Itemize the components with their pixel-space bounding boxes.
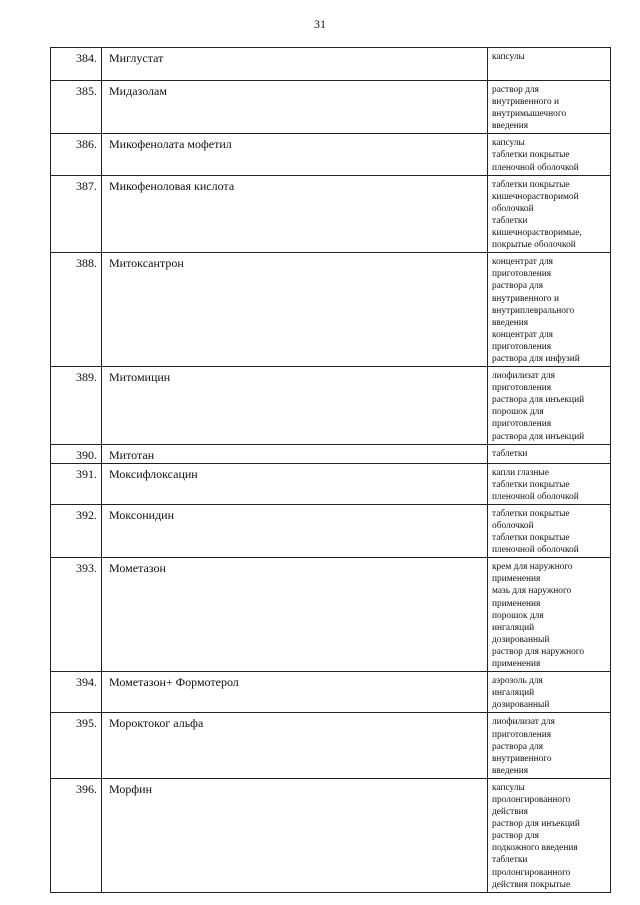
page-number: 31 <box>314 17 326 31</box>
dosage-form-line: порошок для <box>492 610 544 621</box>
drug-name: Мометазон+ Формотерол <box>102 672 488 713</box>
row-number: 393. <box>51 558 102 672</box>
drug-name: Моксифлоксацин <box>102 463 488 504</box>
dosage-form-line: раствор для <box>492 85 539 95</box>
table-row <box>51 134 611 175</box>
drug-name: Микофенолата мофетил <box>102 134 488 175</box>
dosage-form-line: капсулы <box>492 138 525 149</box>
drug-name: Морфин <box>102 778 488 892</box>
dosage-form-line: внутривенного и <box>492 293 559 304</box>
row-number: 389. <box>51 367 102 445</box>
row-number: 392. <box>51 504 102 557</box>
dosage-forms <box>488 253 611 367</box>
drug-name: Мидазолам <box>102 81 488 134</box>
dosage-form-line: капли глазные <box>492 467 549 478</box>
table-row <box>51 504 611 557</box>
dosage-form-line: раствора для инъекций <box>492 395 585 406</box>
table-row <box>51 558 611 672</box>
row-number: 391. <box>51 463 102 504</box>
dosage-forms <box>488 558 611 672</box>
table-row <box>51 444 611 463</box>
table-row <box>51 253 611 367</box>
table-row <box>51 367 611 445</box>
dosage-forms <box>488 713 611 778</box>
table-row <box>51 778 611 892</box>
dosage-form-line: пролонгированного <box>492 794 571 805</box>
drug-name: Митомицин <box>102 367 488 445</box>
dosage-form-line: введения <box>492 765 529 776</box>
dosage-form-line: раствор для наружного <box>492 646 585 657</box>
dosage-form-line: таблетки <box>492 448 528 459</box>
dosage-forms <box>488 175 611 253</box>
row-number: 387. <box>51 175 102 253</box>
dosage-form-line: внутримышечного <box>492 109 567 120</box>
dosage-form-line: ингаляций <box>492 622 535 633</box>
dosage-form-line: введения <box>492 317 529 328</box>
dosage-form-line: внутривенного и <box>492 97 559 108</box>
dosage-forms <box>488 444 611 463</box>
dosage-form-line: таблетки <box>492 215 528 226</box>
dosage-form-line: покрытые оболочкой <box>492 240 576 251</box>
dosage-form-line: дозированный <box>492 700 550 711</box>
dosage-form-line: лиофилизат для <box>492 717 555 728</box>
drug-name: Митотан <box>102 444 488 463</box>
dosage-form-line: концентрат для <box>492 329 553 340</box>
dosage-form-line: кишечнорастворимой <box>492 191 579 202</box>
dosage-forms <box>488 81 611 134</box>
dosage-form-line: раствора для инъекций <box>492 431 585 442</box>
dosage-form-line: пленочной оболочкой <box>492 545 579 556</box>
dosage-forms <box>488 48 611 81</box>
table-body <box>51 48 611 893</box>
dosage-form-line: оболочкой <box>492 203 534 214</box>
row-number: 386. <box>51 134 102 175</box>
dosage-form-line: приготовления <box>492 729 552 740</box>
drug-name: Миглустат <box>102 48 488 81</box>
table-row <box>51 672 611 713</box>
dosage-form-line: мазь для наружного <box>492 586 572 597</box>
dosage-form-line: применения <box>492 598 541 609</box>
table-row <box>51 463 611 504</box>
dosage-form-line: капсулы <box>492 782 525 793</box>
drug-name: Моксонидин <box>102 504 488 557</box>
dosage-form-line: таблетки покрытые <box>492 150 570 161</box>
dosage-form-line: порошок для <box>492 407 544 418</box>
table-row <box>51 48 611 81</box>
dosage-form-line: приготовления <box>492 341 552 352</box>
row-number: 388. <box>51 253 102 367</box>
dosage-form-line: лиофилизат для <box>492 371 555 382</box>
dosage-form-line: раствора для <box>492 281 544 292</box>
table-row <box>51 81 611 134</box>
dosage-forms <box>488 134 611 175</box>
dosage-form-line: приготовления <box>492 383 552 394</box>
dosage-form-line: раствора для <box>492 741 544 752</box>
dosage-form-line: таблетки покрытые <box>492 479 570 490</box>
table-row <box>51 175 611 253</box>
dosage-form-line: действия покрытые <box>492 879 571 890</box>
dosage-form-line: внутриплеврального <box>492 305 575 316</box>
dosage-form-line: раствор для <box>492 831 539 842</box>
dosage-form-line: действия <box>492 807 528 818</box>
dosage-form-line: пленочной оболочкой <box>492 162 579 173</box>
row-number: 384. <box>51 48 102 81</box>
dosage-form-line: применения <box>492 659 541 670</box>
dosage-form-line: раствор для инъекций <box>492 819 580 830</box>
dosage-form-line: таблетки покрытые <box>492 508 570 519</box>
drug-name: Микофеноловая кислота <box>102 175 488 253</box>
dosage-form-line: применения <box>492 574 541 585</box>
dosage-form-line: капсулы <box>492 52 525 62</box>
drug-name: Митоксантрон <box>102 253 488 367</box>
drug-table <box>50 47 611 893</box>
dosage-form-line: подкожного введения <box>492 843 578 854</box>
dosage-forms <box>488 672 611 713</box>
dosage-form-line: концентрат для <box>492 257 553 268</box>
dosage-forms <box>488 367 611 445</box>
dosage-form-line: приготовления <box>492 419 552 430</box>
row-number: 385. <box>51 81 102 134</box>
drug-name: Мороктоког альфа <box>102 713 488 778</box>
row-number: 390. <box>51 444 102 463</box>
dosage-form-line: крем для наружного <box>492 562 573 573</box>
dosage-form-line: раствора для инфузий <box>492 353 580 364</box>
dosage-forms <box>488 778 611 892</box>
dosage-form-line: дозированный <box>492 634 550 645</box>
dosage-form-line: ингаляций <box>492 688 535 699</box>
dosage-form-line: пленочной оболочкой <box>492 491 579 502</box>
dosage-forms <box>488 504 611 557</box>
dosage-form-line: введения <box>492 121 529 132</box>
dosage-form-line: аэрозоль для <box>492 676 543 687</box>
dosage-forms <box>488 463 611 504</box>
table-row <box>51 713 611 778</box>
row-number: 394. <box>51 672 102 713</box>
dosage-form-line: внутривенного <box>492 753 552 764</box>
drug-name: Мометазон <box>102 558 488 672</box>
dosage-form-line: таблетки <box>492 855 528 866</box>
dosage-form-line: оболочкой <box>492 521 534 531</box>
dosage-form-line: таблетки покрытые <box>492 179 570 190</box>
dosage-form-line: пролонгированного <box>492 867 571 878</box>
row-number: 396. <box>51 778 102 892</box>
dosage-form-line: таблетки покрытые <box>492 533 570 544</box>
dosage-form-line: кишечнорастворимые, <box>492 228 582 239</box>
row-number: 395. <box>51 713 102 778</box>
dosage-form-line: приготовления <box>492 269 552 280</box>
